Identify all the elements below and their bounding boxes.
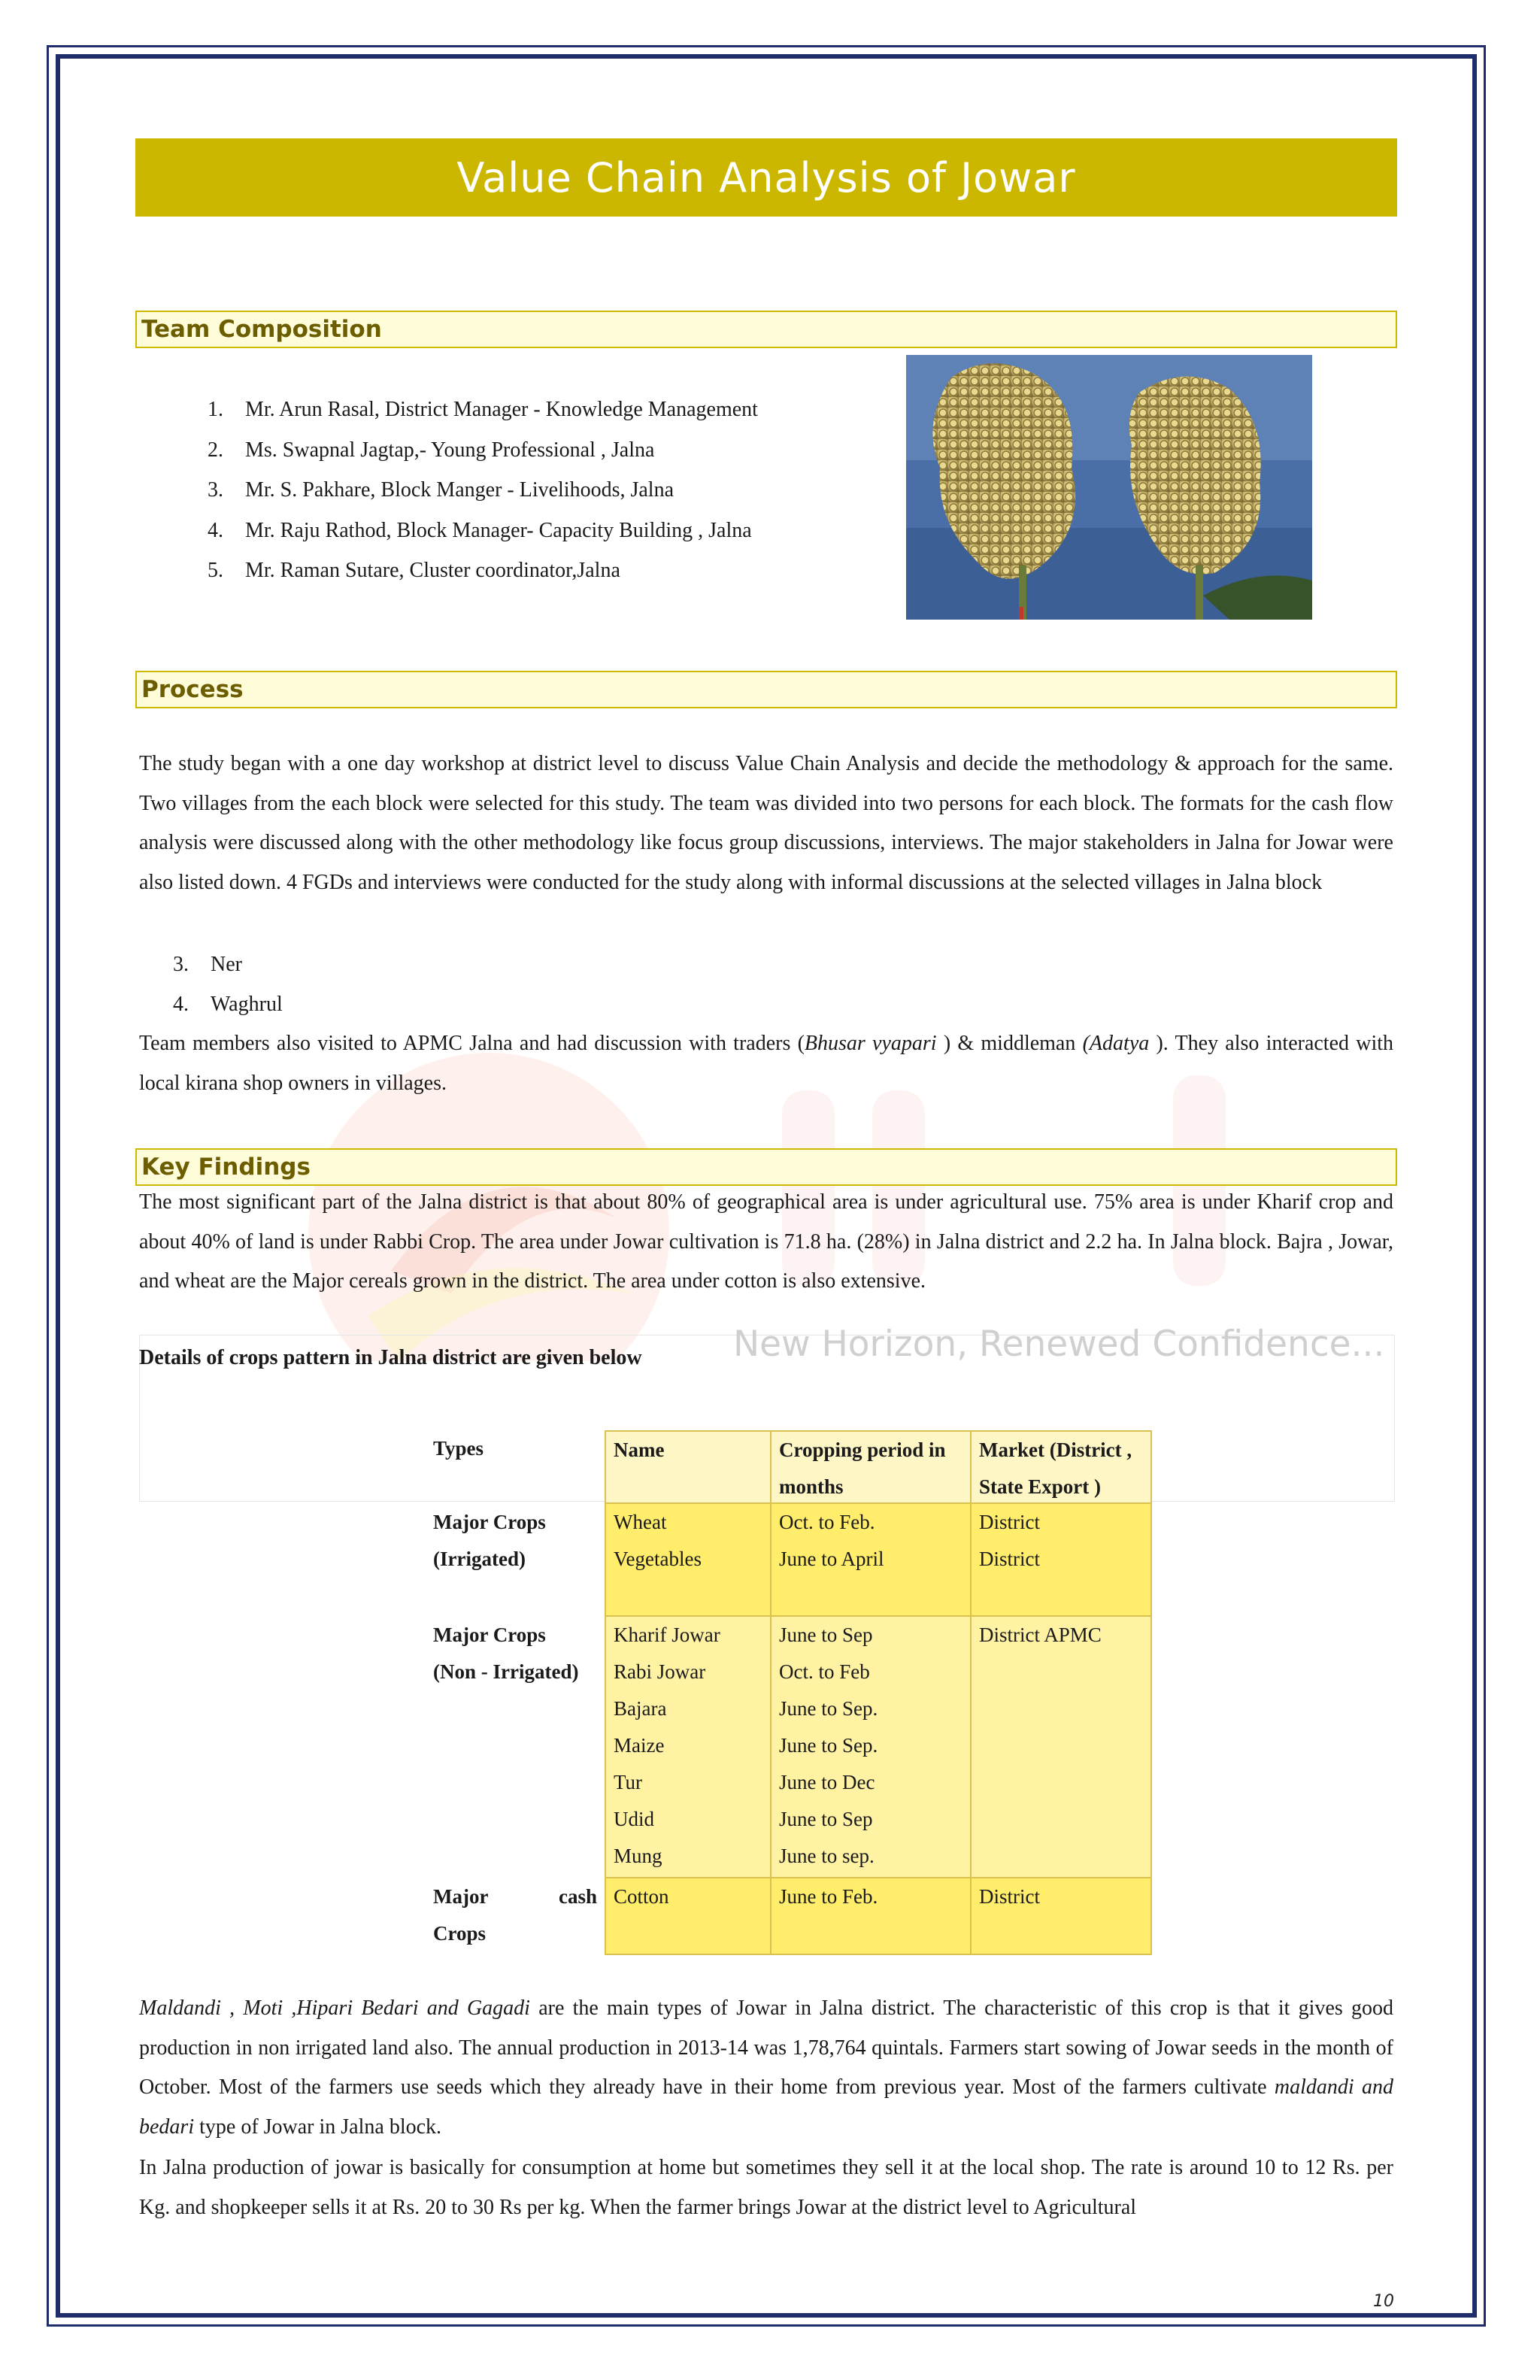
watermark-tagline: New Horizon, Renewed Confidence...	[733, 1323, 1385, 1365]
table-cell-markets: District District	[970, 1502, 1152, 1617]
team-member-list	[208, 390, 758, 591]
crops-table	[426, 1430, 1160, 1957]
table-cell-markets: District	[970, 1877, 1152, 1955]
table-cell-periods: June to Feb.	[770, 1877, 972, 1955]
varieties-paragraph: Maldandi , Moti ,Hipari Bedari and Gagadi are the main types of Jowar in Jalna district. The characteristic of this crop is that it gives good production in non irrigated land also. The annual production in 2013-14 was 1,78,764 quintals. Farmers start sowing of Jowar seeds in the month of October. Most of the farmers use seeds which they already have in their home from previous year. Most of the farmers cultivate maldandi and bedari type of Jowar in Jalna block.	[139, 1996, 1394, 2139]
list-item: 5. Mr. Raman Sutare, Cluster coordinator,Jalna	[208, 559, 620, 582]
process-heading: Process	[135, 671, 1397, 708]
list-item: 4. Waghrul	[173, 993, 283, 1016]
apmc-visit-paragraph: Team members also visited to APMC Jalna and had discussion with traders (Bhusar vyapari ) & middleman (Adatya ). They also interacted with local kirana shop owners in villages.	[139, 1032, 1394, 1095]
table-caption: Details of crops pattern in Jalna district are given below	[139, 1346, 642, 1369]
table-cell-markets: District APMC	[970, 1615, 1152, 1878]
table-row-type-irrigated: Major Crops (Irrigated)	[433, 1511, 546, 1570]
village-list	[173, 944, 283, 1024]
table-cell-periods: Oct. to Feb. June to April	[770, 1502, 972, 1617]
list-item: 2. Ms. Swapnal Jagtap,- Young Professional , Jalna	[208, 438, 655, 462]
table-row-type-non-irrigated: Major Crops (Non - Irrigated)	[433, 1624, 579, 1683]
list-item: 4. Mr. Raju Rathod, Block Manager- Capacity Building , Jalna	[208, 518, 752, 542]
table-header-types: Types	[433, 1437, 484, 1460]
table-cell-names: Cotton	[605, 1877, 772, 1955]
table-cell-names: Kharif Jowar Rabi Jowar Bajara Maize Tur Udid Mung	[605, 1615, 772, 1878]
team-composition-heading: Team Composition	[135, 311, 1397, 348]
page-number: 10	[1373, 2292, 1394, 2311]
list-item: 3. Mr. S. Pakhare, Block Manger - Livelihoods, Jalna	[208, 478, 675, 502]
table-row-type-cash: Major cash Crops	[433, 1885, 597, 1945]
key-findings-heading: Key Findings	[135, 1148, 1397, 1186]
list-item: 1. Mr. Arun Rasal, District Manager - Knowledge Management	[208, 398, 758, 421]
consumption-paragraph: In Jalna production of jowar is basically for consumption at home but sometimes they sell it at the local shop. The rate is around 10 to 12 Rs. per Kg. and shopkeeper sells it at Rs. 20 to 30 Rs per kg. When the farmer brings Jowar at the district level to Agricultural	[139, 2156, 1393, 2219]
jowar-photo	[906, 355, 1312, 620]
table-header-market: Market (District , State Export )	[970, 1430, 1152, 1504]
findings-paragraph: The most significant part of the Jalna district is that about 80% of geographical area is under agricultural use. 75% area is under Kharif crop and about 40% of land is under Rabbi Crop. The area under Jowar cultivation is 71.8 ha. (28%) in Jalna district and 2.2 ha. In Jalna block. Bajra , Jowar, and wheat are the Major cereals grown in the district. The area under cotton is also extensive.	[139, 1190, 1393, 1293]
table-header-name: Name	[605, 1430, 772, 1504]
process-paragraph: The study began with a one day workshop at district level to discuss Value Chain Analysis and decide the methodology & approach for the same. Two villages from the each block were selected for this study. The team was divided into two persons for each block. The formats for the cash flow analysis were discussed along with the other methodology like focus group discussions, interviews. The major stakeholders in Jalna for Jowar were also listed down. 4 FGDs and interviews were conducted for the study along with informal discussions at the selected villages in Jalna block	[139, 752, 1393, 894]
page-title: Value Chain Analysis of Jowar	[135, 138, 1397, 217]
list-item: 3. Ner	[173, 953, 242, 976]
table-cell-names: Wheat Vegetables	[605, 1502, 772, 1617]
table-header-period: Cropping period in months	[770, 1430, 972, 1504]
table-cell-periods: June to Sep Oct. to Feb June to Sep. June to Sep. June to Dec June to Sep June to sep.	[770, 1615, 972, 1878]
